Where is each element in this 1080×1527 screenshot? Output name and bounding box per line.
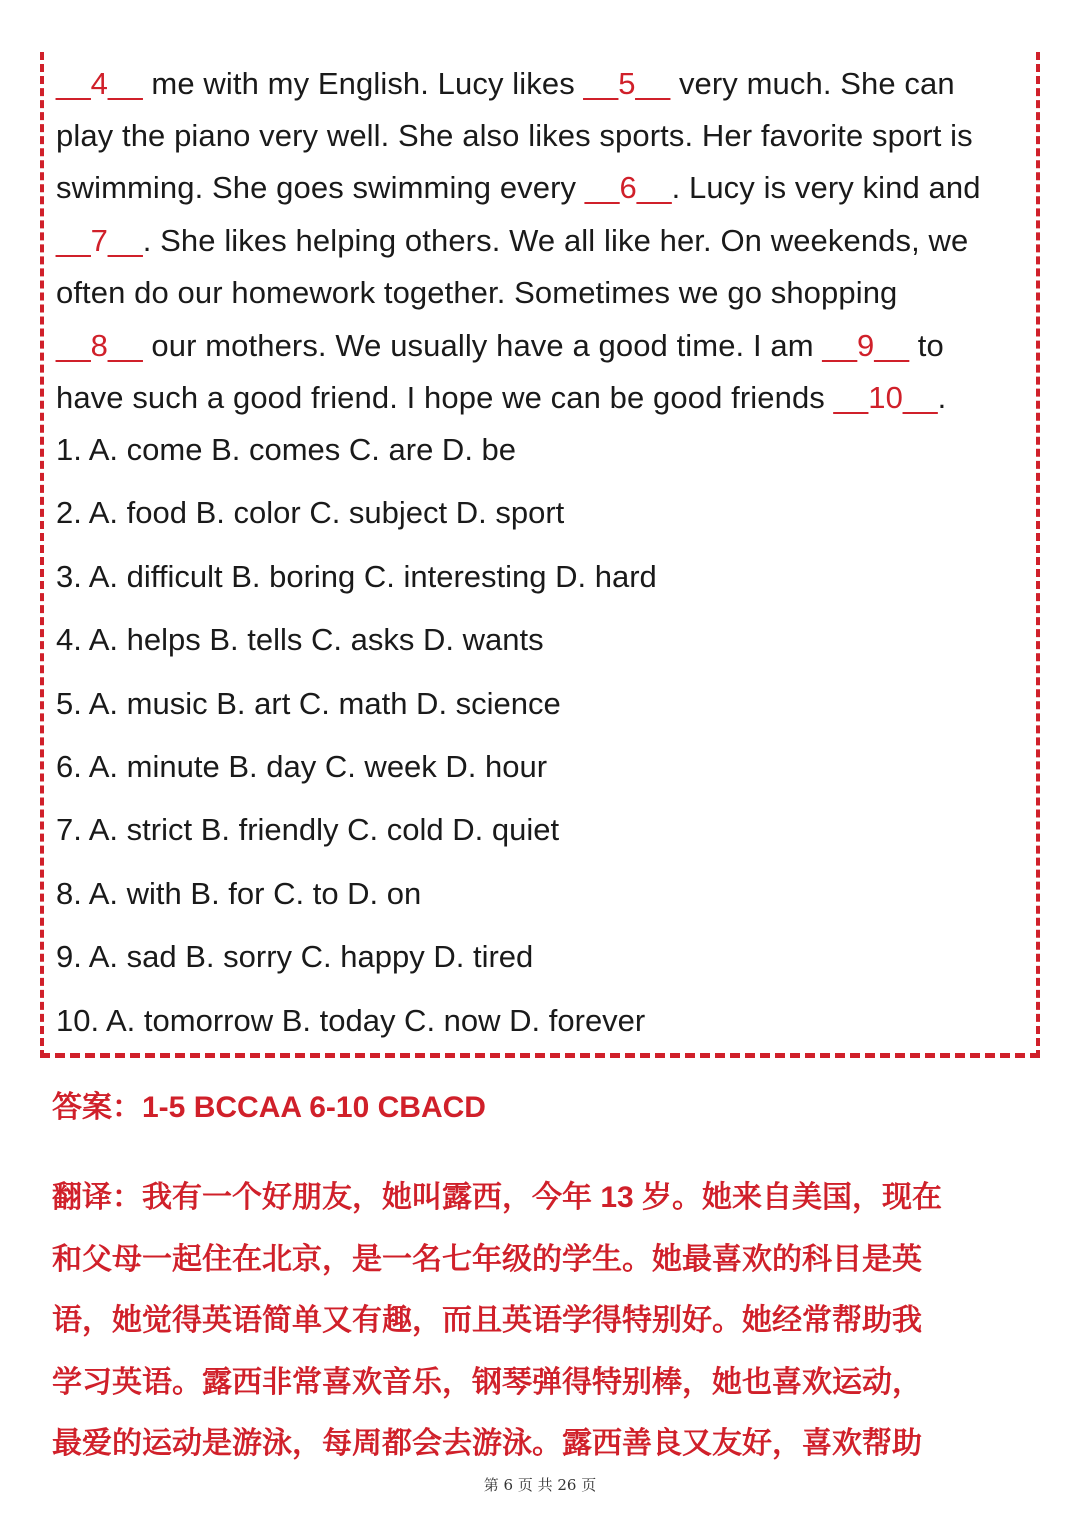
passage-text: play the piano very well. She also likes sports. Her favorite sport is <box>56 118 973 153</box>
answer-blank: __10__ <box>833 380 938 415</box>
passage-text: . <box>937 380 947 415</box>
translation-line: 和父母一起住在北京，是一名七年级的学生。她最喜欢的科目是英 <box>52 1242 922 1276</box>
option-row: 4. A. helps B. tells C. asks D. wants <box>56 622 544 658</box>
option-row: 1. A. come B. comes C. are D. be <box>56 432 517 467</box>
passage-text: to <box>909 328 944 363</box>
answer-blank: __8__ <box>56 328 143 363</box>
passage-line <box>56 378 946 418</box>
option-row: 10. A. tomorrow B. today C. now D. forever <box>56 1002 646 1038</box>
passage-line <box>56 221 968 261</box>
passage-line <box>56 273 897 313</box>
answer-blank: __4__ <box>56 66 143 101</box>
passage-text: often do our homework together. Sometimes we go shopping <box>56 275 898 310</box>
option-row: 2. A. food B. color C. subject D. sport <box>56 495 565 531</box>
translation-line: 翻译：我有一个好朋友，她叫露西，今年 13 岁。她来自美国，现在 <box>52 1181 943 1214</box>
passage-text: very much. She can <box>670 66 955 101</box>
exercise-box <box>40 52 1040 1058</box>
passage-text: our mothers. We usually have a good time. I am <box>142 328 823 363</box>
passage-line <box>56 64 955 104</box>
answer-blank: __9__ <box>822 328 910 363</box>
translation-line: 语，她觉得英语简单又有趣，而且英语学得特别好。她经常帮助我 <box>52 1304 922 1337</box>
option-row: 9. A. sad B. sorry C. happy D. tired <box>56 939 534 975</box>
passage-line <box>56 116 973 156</box>
option-row: 5. A. music B. art C. math D. science <box>56 685 561 721</box>
answer-blank: __7__ <box>56 223 143 258</box>
answer-key: 答案：1-5 BCCAA 6-10 CBACD <box>52 1091 486 1124</box>
answer-blank: __5__ <box>583 66 671 101</box>
option-row: 6. A. minute B. day C. week D. hour <box>56 749 548 784</box>
passage-line <box>56 168 981 208</box>
passage-text: swimming. She goes swimming every <box>56 170 585 205</box>
passage-text: . Lucy is very kind and <box>671 170 981 205</box>
passage-line <box>56 326 944 366</box>
translation-line: 最爱的运动是游泳，每周都会去游泳。露西善良又友好，喜欢帮助 <box>52 1427 922 1460</box>
answer-blank: __6__ <box>584 170 672 205</box>
passage-text: have such a good friend. I hope we can be good friends <box>56 380 834 415</box>
option-row: 3. A. difficult B. boring C. interesting D. hard <box>56 558 657 594</box>
page-footer: 第 6 页 共 26 页 <box>483 1476 597 1494</box>
translation-line: 学习英语。露西非常喜欢音乐，钢琴弹得特别棒，她也喜欢运动， <box>52 1365 922 1399</box>
option-row: 7. A. strict B. friendly C. cold D. quiet <box>56 812 560 848</box>
option-row: 8. A. with B. for C. to D. on <box>56 875 422 911</box>
passage-text: me with my English. Lucy likes <box>142 66 584 101</box>
passage-text: . She likes helping others. We all like her. On weekends, we <box>142 223 969 258</box>
